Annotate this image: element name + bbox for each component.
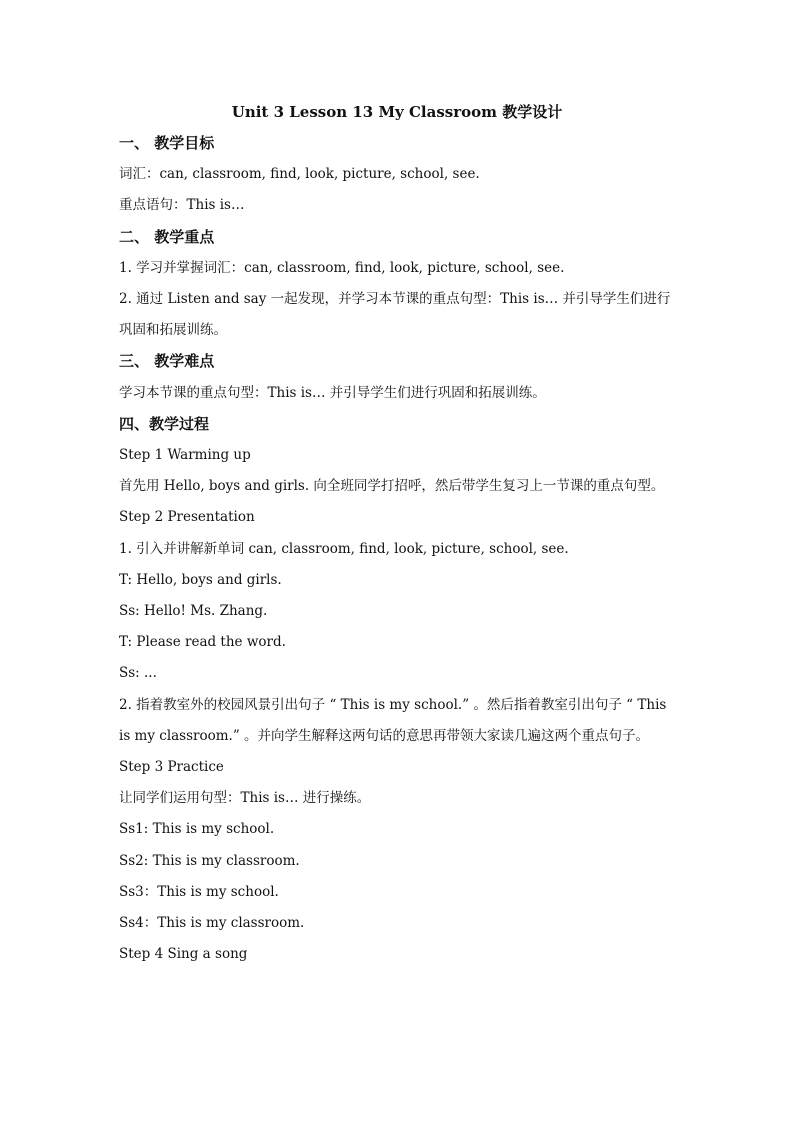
section-heading-process: 四、教学过程	[119, 414, 210, 433]
practice-line-1: Ss1: This is my school.	[119, 821, 275, 838]
step-3-title: Step 3 Practice	[119, 759, 224, 776]
step-2-item-1: 1. 引入并讲解新单词 can, classroom, find, look, picture, school, see.	[119, 540, 569, 557]
practice-line-3: Ss3：This is my school.	[119, 883, 279, 900]
vocabulary-line: 词汇：can, classroom, find, look, picture, school, see.	[119, 166, 480, 183]
step-1-text: 首先用 Hello, boys and girls. 向全班同学打招呼，然后带学生复习上一节课的重点句型。	[119, 478, 665, 495]
dialogue-line-3: T: Please read the word.	[119, 634, 286, 651]
practice-line-4: Ss4：This is my classroom.	[119, 915, 305, 932]
difficulty-line: 学习本节课的重点句型：This is… 并引导学生们进行巩固和拓展训练。	[119, 384, 546, 401]
key-sentence-line: 重点语句：This is…	[119, 197, 245, 214]
step-2-title: Step 2 Presentation	[119, 509, 255, 526]
step-2-item-2: 2. 指着教室外的校园风景引出句子 “ This is my school.” 。然后指着教室引出句子 “ This is my classroom.” 。并向学生解释这两句话的意思再带领大家读几遍这两个重点句子。	[119, 696, 667, 744]
section-heading-difficulties: 三、 教学难点	[119, 352, 215, 371]
dialogue-line-1: T: Hello, boys and girls.	[119, 571, 282, 588]
step-1-title: Step 1 Warming up	[119, 447, 251, 464]
dialogue-line-4: Ss: ...	[119, 665, 157, 682]
practice-line-2: Ss2: This is my classroom.	[119, 852, 300, 869]
step-4-title: Step 4 Sing a song	[119, 946, 248, 963]
dialogue-line-2: Ss: Hello! Ms. Zhang.	[119, 603, 268, 620]
key-point-1: 1. 学习并掌握词汇：can, classroom, find, look, picture, school, see.	[119, 259, 565, 276]
document-body	[119, 128, 679, 970]
section-heading-key-points: 二、 教学重点	[119, 227, 215, 246]
section-heading-objectives: 一、 教学目标	[119, 134, 215, 152]
step-3-text: 让同学们运用句型：This is… 进行操练。	[119, 790, 371, 807]
key-point-2: 2. 通过 Listen and say 一起发现，并学习本节课的重点句型：This is… 并引导学生们进行巩固和拓展训练。	[119, 291, 671, 339]
document-title: Unit 3 Lesson 13 My Classroom 教学设计	[231, 103, 563, 121]
